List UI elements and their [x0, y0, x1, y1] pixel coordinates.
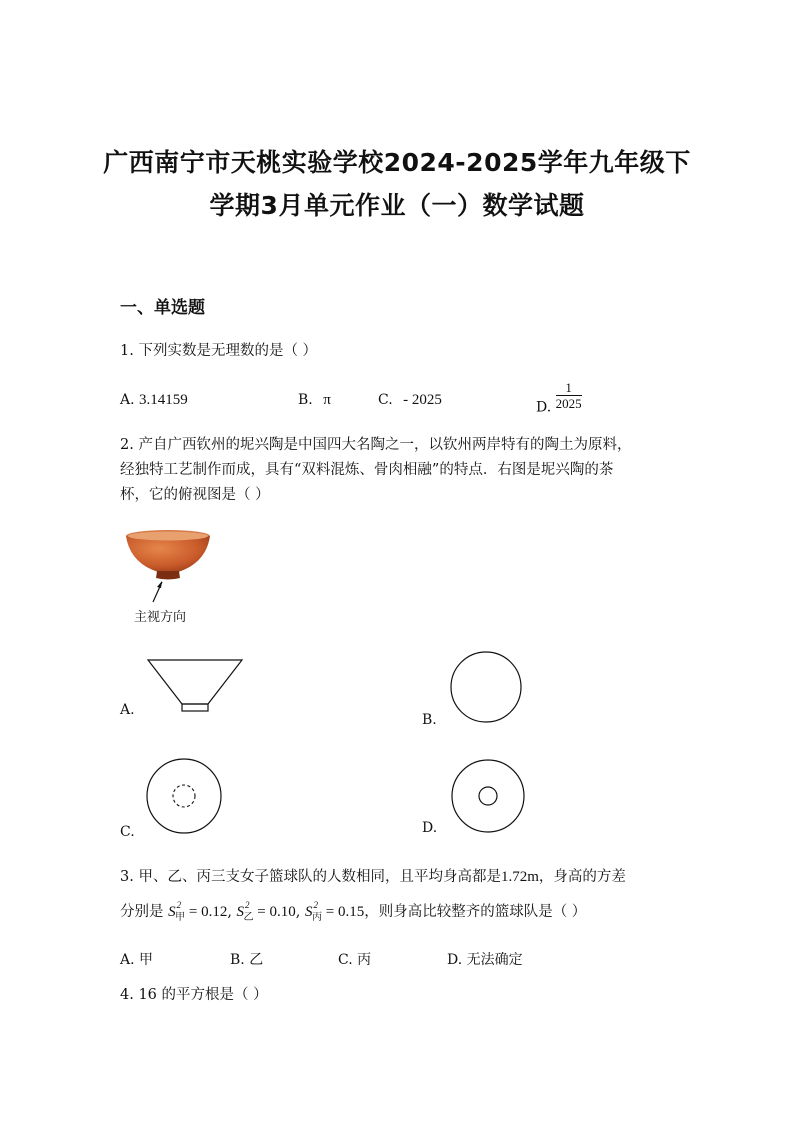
- q3-average-height: 1.72m: [500, 869, 539, 885]
- teacup-caption: 主视方向: [134, 610, 187, 625]
- question-2-line-3: 杯，它的俯视图是（ ）: [120, 487, 270, 503]
- fraction-numerator: 1: [565, 380, 572, 395]
- page-title-line-2: 学期3月单元作业（一）数学试题: [209, 191, 585, 220]
- q1-option-b: [298, 392, 331, 409]
- q3-option-c: C. 丙: [338, 952, 372, 968]
- q2-option-d-figure: [449, 758, 527, 836]
- q3-variance-bing: $S^2_丙$: [304, 900, 322, 923]
- q1-option-c: [378, 392, 442, 409]
- q1-option-c-value: - 2025: [403, 392, 442, 408]
- q1-option-d-label: D.: [536, 399, 552, 416]
- q1-option-c-label: C.: [378, 392, 393, 408]
- q2-option-b-figure: [448, 650, 526, 726]
- q3-variance-jia: $S^2_甲$: [168, 900, 186, 923]
- fraction-denominator: 2025: [555, 396, 582, 411]
- question-3-line-1: [120, 870, 626, 885]
- q3-variance-yi-value: = 0.10: [253, 904, 296, 920]
- q2-option-a-figure: [140, 656, 250, 718]
- question-2-line-2: 经独特工艺制作而成，具有“双料混炼、骨肉相融”的特点．右图是坭兴陶的茶: [120, 462, 614, 478]
- question-2-line-1: 2. 产自广西钦州的坭兴陶是中国四大名陶之一，以钦州两岸特有的陶土为原料，: [120, 437, 632, 453]
- q1-option-d: [536, 381, 582, 416]
- q1-option-d-fraction: [556, 381, 582, 410]
- q3-variance-yi: $S^2_乙$: [236, 900, 254, 923]
- section-heading: 一、单选题: [120, 298, 205, 318]
- q2-option-c-label: C.: [120, 824, 135, 840]
- page-title-line-1: 广西南宁市天桃实验学校2024-2025学年九年级下: [103, 148, 691, 177]
- q2-option-a-label: A.: [120, 702, 135, 718]
- q3-variance-bing-value: = 0.15: [321, 904, 365, 920]
- q2-option-c-figure: [144, 756, 224, 836]
- q3-line1-text: 3. 甲、乙、丙三支女子篮球队的人数相同，且平均身高都是: [120, 869, 501, 885]
- question-4-text: 4. 16 的平方根是（ ）: [120, 987, 268, 1003]
- q2-option-d-label: D.: [422, 820, 438, 836]
- q3-option-d: D. 无法确定: [447, 952, 523, 968]
- teacup-image: [120, 525, 220, 610]
- q3-line1-tail: ，身高的方差: [538, 869, 626, 885]
- q3-variance-jia-value: = 0.12: [185, 904, 228, 920]
- q3-option-a: A. 甲: [120, 952, 154, 968]
- q1-option-a: [120, 392, 188, 409]
- question-1-text: 1. 下列实数是无理数的是（ ）: [120, 343, 318, 359]
- q1-option-b-value: π: [323, 392, 331, 408]
- q2-option-b-label: B.: [422, 712, 437, 728]
- q3-option-b: B. 乙: [230, 952, 264, 968]
- q3-line2-tail: ，则身高比较整齐的篮球队是（ ）: [364, 904, 587, 920]
- q1-option-b-label: B.: [298, 392, 313, 408]
- q3-line2-lead: 分别是: [120, 904, 164, 920]
- q1-option-a-value: 3.14159: [139, 392, 188, 408]
- question-3-line-2: 分别是 $S^2_甲 = 0.12$, $S^2_乙 = 0.10$, $S^2_丙 = 0.15$，则身高比较整齐的篮球队是（ ）: [120, 900, 587, 923]
- q1-option-a-label: A.: [120, 392, 135, 408]
